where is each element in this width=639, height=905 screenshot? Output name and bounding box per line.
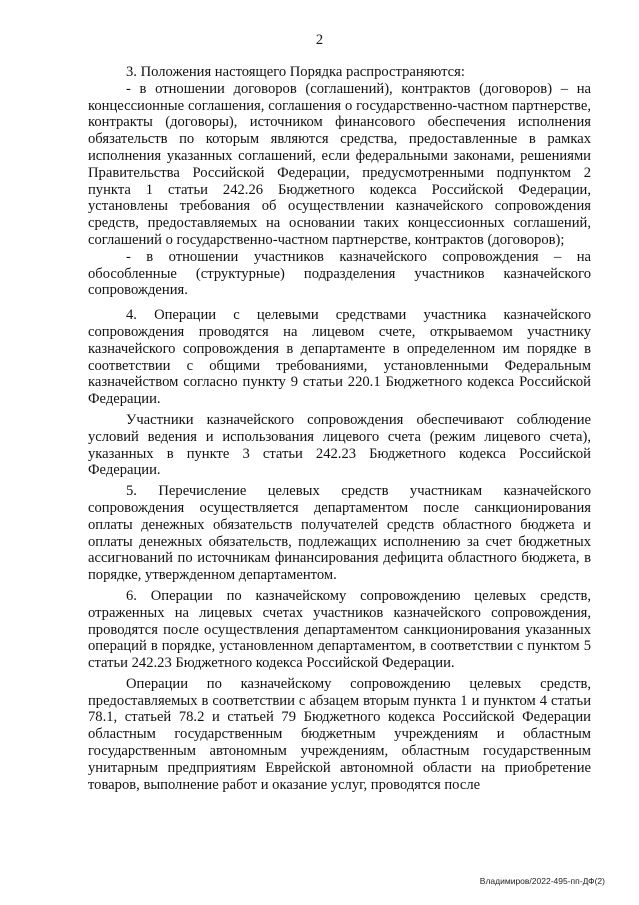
paragraph-4: 4. Операции с целевыми средствами участника казначейского сопровождения проводятся на лицевом счете, открываемом участнику казначейского сопровождения в департаменте в определенном им порядке в соответствии с общими требованиями, установленными Федеральным казначейством согласно пункту 9 статьи 220.1 Бюджетного кодекса Российской Федерации.: [88, 307, 591, 408]
paragraph-3-intro: 3. Положения настоящего Порядка распространяются:: [126, 64, 465, 80]
paragraph-3-participants: - в отношении участников казначейского сопровождения – на обособленные (структурные) подразделения участников казначейского сопровождения.: [88, 248, 591, 299]
paragraph-5: 5. Перечисление целевых средств участникам казначейского сопровождения осуществляется департаментом после санкционирования оплаты денежных обязательств получателей средств областного бюджета и оплаты денежных обязательств, подлежащих исполнению за счет бюджетных ассигнований по источникам финансирования дефицита областного бюджета, в порядке, утвержденном департаментом.: [88, 483, 591, 584]
paragraph-3-contracts: - в отношении договоров (соглашений), контрактов (договоров) – на концессионные соглашения, соглашения о государственно-частном партнерстве, контракты (договоры), источником финансового обеспечения исполнения обязательств по которым являются средства, предоставленные в рамках исполнения указанных соглашений, если федеральными законами, решениями Правительства Российской Федерации, предусмотренными подпунктом 2 пункта 1 статьи 242.26 Бюджетного кодекса Российской Федерации, установлены требования об осуществлении казначейского сопровождения средств, предоставляемых на основании таких концессионных соглашений, соглашений о государственно-частном партнерстве, контрактов (договоров);: [88, 80, 591, 248]
document-body: [88, 64, 591, 793]
document-footer-code: Владимиров/2022-495-пп-ДФ(2): [479, 876, 605, 886]
paragraph-6-operations: Операции по казначейскому сопровождению целевых средств, предоставляемых в соответствии с абзацем вторым пункта 1 и пунктом 4 статьи 78.1, статьей 78.2 и статьей 79 Бюджетного кодекса Российской Федерации областным государственным бюджетным учреждениям и областным государственным автономным учреждениям, областным государственным унитарным предприятиям Еврейской автономной области на приобретение товаров, выполнение работ и оказание услуг, проводятся после: [88, 675, 591, 793]
page-number: 2: [315, 32, 324, 48]
paragraph-6: 6. Операции по казначейскому сопровождению целевых средств, отраженных на лицевых счетах участников казначейского сопровождения, проводятся после осуществления департаментом санкционирования указанных операций в порядке, установленном департаментом, в соответствии с пунктом 5 статьи 242.23 Бюджетного кодекса Российской Федерации.: [88, 587, 591, 672]
paragraph-4-participants: Участники казначейского сопровождения обеспечивают соблюдение условий ведения и использования лицевого счета (режим лицевого счета), указанных в пункте 3 статьи 242.23 Бюджетного кодекса Российской Федерации.: [88, 411, 591, 479]
